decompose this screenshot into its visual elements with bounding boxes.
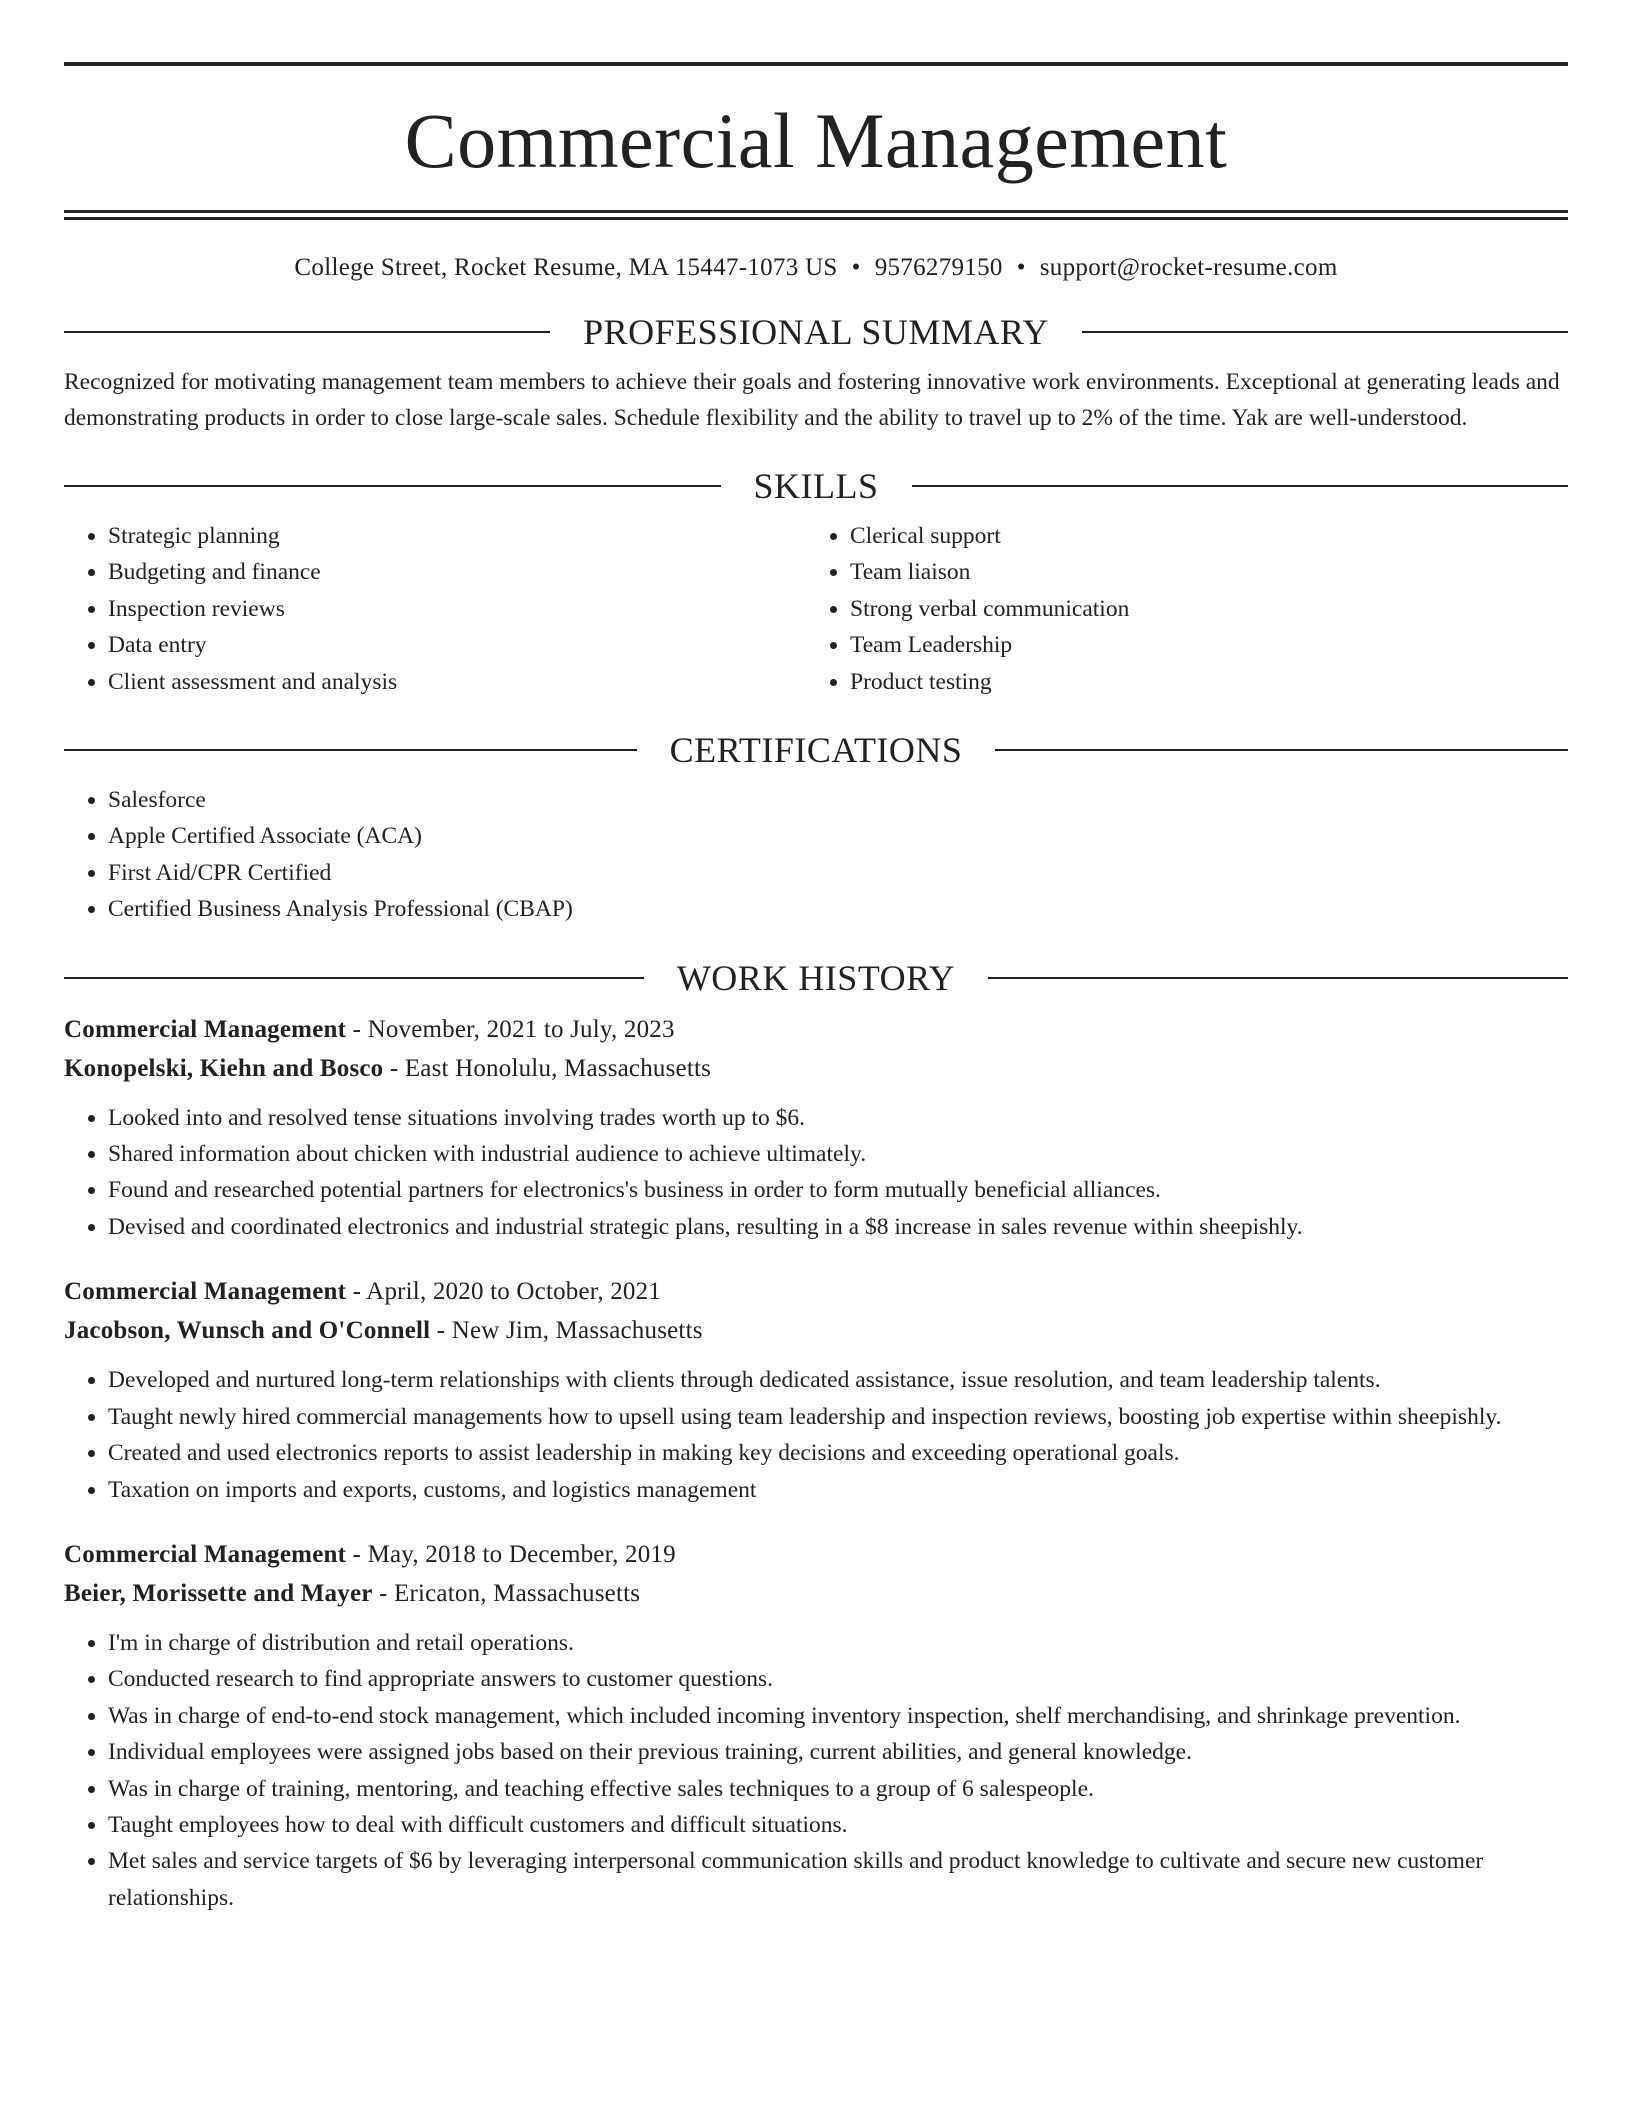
header-double-rule [64, 210, 1568, 220]
heading-rule-right [988, 977, 1568, 979]
job-bullet: • Individual employees were assigned jobs based on their previous training, current abilities, and general knowledge. [108, 1734, 1568, 1770]
heading-rule-right [995, 749, 1568, 751]
job-title-line [64, 1010, 1568, 1049]
job-dates: - May, 2018 to December, 2019 [346, 1540, 676, 1568]
job-bullets [64, 1362, 1568, 1508]
heading-rule-left [64, 977, 644, 979]
job-bullet: • Created and used electronics reports to assist leadership in making key decisions and exceeding operational goals. [108, 1435, 1568, 1471]
heading-rule-right [912, 485, 1569, 487]
summary-text: Recognized for motivating management team members to achieve their goals and fostering innovative work environments. Exceptional at generating leads and demonstrating products in order to close large-scale sales. Schedule flexibility and the ability to travel up to 2% of the time. Yak are well-understood. [64, 369, 1560, 431]
certifications-list [64, 782, 1568, 928]
job-company: Jacobson, Wunsch and O'Connell [64, 1317, 431, 1345]
contact-email: support@rocket-resume.com [1039, 254, 1338, 281]
job-role: Commercial Management [64, 1015, 347, 1043]
job-title-line [64, 1272, 1568, 1311]
job-bullet: • Was in charge of training, mentoring, and teaching effective sales techniques to a group of 6 salespeople. [108, 1771, 1568, 1807]
skill-item: • Team Leadership [850, 627, 1548, 663]
job-bullet: • Was in charge of end-to-end stock management, which included incoming inventory inspection, shelf merchandising, and shrinkage prevention. [108, 1698, 1568, 1734]
job-title-line [64, 1535, 1568, 1574]
job-bullet: • Devised and coordinated electronics and industrial strategic plans, resulting in a $8 increase in sales revenue within sheepishly. [108, 1209, 1568, 1245]
job-entry [64, 1535, 1568, 1916]
job-entry [64, 1272, 1568, 1508]
job-bullet: • Conducted research to find appropriate answers to customer questions. [108, 1661, 1568, 1697]
skill-item: • Data entry [108, 627, 806, 663]
job-location: - East Honolulu, Massachusetts [383, 1054, 712, 1082]
skills-left-list [64, 518, 806, 700]
job-bullet: • Met sales and service targets of $6 by leveraging interpersonal communication skills and product knowledge to cultivate and secure new customer relationships. [108, 1843, 1568, 1916]
skill-item: • Budgeting and finance [108, 554, 806, 590]
job-bullet: • Taxation on imports and exports, customs, and logistics management [108, 1472, 1568, 1508]
work-history-title: WORK HISTORY [676, 957, 956, 998]
header-top-rule [64, 62, 1568, 66]
job-bullet: • Taught newly hired commercial managements how to upsell using team leadership and inspection reviews, boosting job expertise within sheepishly. [108, 1399, 1568, 1435]
heading-rule-left [64, 485, 721, 487]
job-company-line [64, 1049, 1568, 1088]
job-bullets [64, 1625, 1568, 1916]
job-role: Commercial Management [64, 1278, 347, 1306]
job-bullet: • Looked into and resolved tense situations involving trades worth up to $6. [108, 1100, 1568, 1136]
heading-rule-left [64, 749, 637, 751]
job-location: - New Jim, Massachusetts [430, 1317, 703, 1345]
skill-item: • Inspection reviews [108, 591, 806, 627]
summary-title: PROFESSIONAL SUMMARY [583, 312, 1049, 352]
skills-list [64, 518, 1568, 700]
skills-right-list [806, 518, 1548, 700]
job-company-line [64, 1574, 1568, 1613]
job-company: Konopelski, Kiehn and Bosco [64, 1054, 384, 1082]
certification-item: • Apple Certified Associate (ACA) [108, 818, 1568, 854]
job-bullet: • Shared information about chicken with industrial audience to achieve ultimately. [108, 1136, 1568, 1172]
work-history-section-heading [64, 957, 1568, 998]
job-location: - Ericaton, Massachusetts [372, 1579, 641, 1607]
job-bullet: • Developed and nurtured long-term relationships with clients through dedicated assistance, issue resolution, and team leadership talents. [108, 1362, 1568, 1398]
skill-item: • Client assessment and analysis [108, 664, 806, 700]
skill-item: • Strong verbal communication [850, 591, 1548, 627]
certification-item: • Salesforce [108, 782, 1568, 818]
job-dates: - April, 2020 to October, 2021 [346, 1278, 662, 1306]
certifications-section-heading [64, 730, 1568, 771]
candidate-name: Commercial Management [404, 97, 1228, 184]
summary-section-heading [64, 314, 1568, 350]
skill-item: • Clerical support [850, 518, 1548, 554]
contact-address: College Street, Rocket Resume, MA 15447-1073 US [294, 254, 838, 281]
skills-column-left [64, 518, 806, 700]
job-dates: - November, 2021 to July, 2023 [346, 1015, 675, 1043]
job-entry [64, 1010, 1568, 1246]
job-bullet: • Found and researched potential partners for electronics's business in order to form mutually beneficial alliances. [108, 1172, 1568, 1208]
skill-item: • Team liaison [850, 554, 1548, 590]
job-bullets [64, 1100, 1568, 1246]
heading-rule-left [64, 331, 550, 333]
job-bullet: • Taught employees how to deal with difficult customers and difficult situations. [108, 1807, 1568, 1843]
job-role: Commercial Management [64, 1540, 347, 1568]
contact-separator: • [851, 254, 861, 281]
skill-item: • Product testing [850, 664, 1548, 700]
job-bullet: • I'm in charge of distribution and retail operations. [108, 1625, 1568, 1661]
certification-item: • Certified Business Analysis Professional (CBAP) [108, 891, 1568, 927]
heading-rule-right [1082, 331, 1568, 333]
contact-separator: • [1016, 254, 1026, 281]
skill-item: • Strategic planning [108, 518, 806, 554]
contact-line [64, 254, 1568, 282]
job-company-line [64, 1311, 1568, 1350]
certification-item: • First Aid/CPR Certified [108, 855, 1568, 891]
certifications-title: CERTIFICATIONS [669, 730, 963, 771]
skills-section-heading [64, 468, 1568, 504]
contact-phone: 9576279150 [874, 254, 1003, 281]
job-company: Beier, Morissette and Mayer [64, 1579, 373, 1607]
skills-title: SKILLS [753, 466, 879, 506]
skills-column-right [806, 518, 1548, 700]
